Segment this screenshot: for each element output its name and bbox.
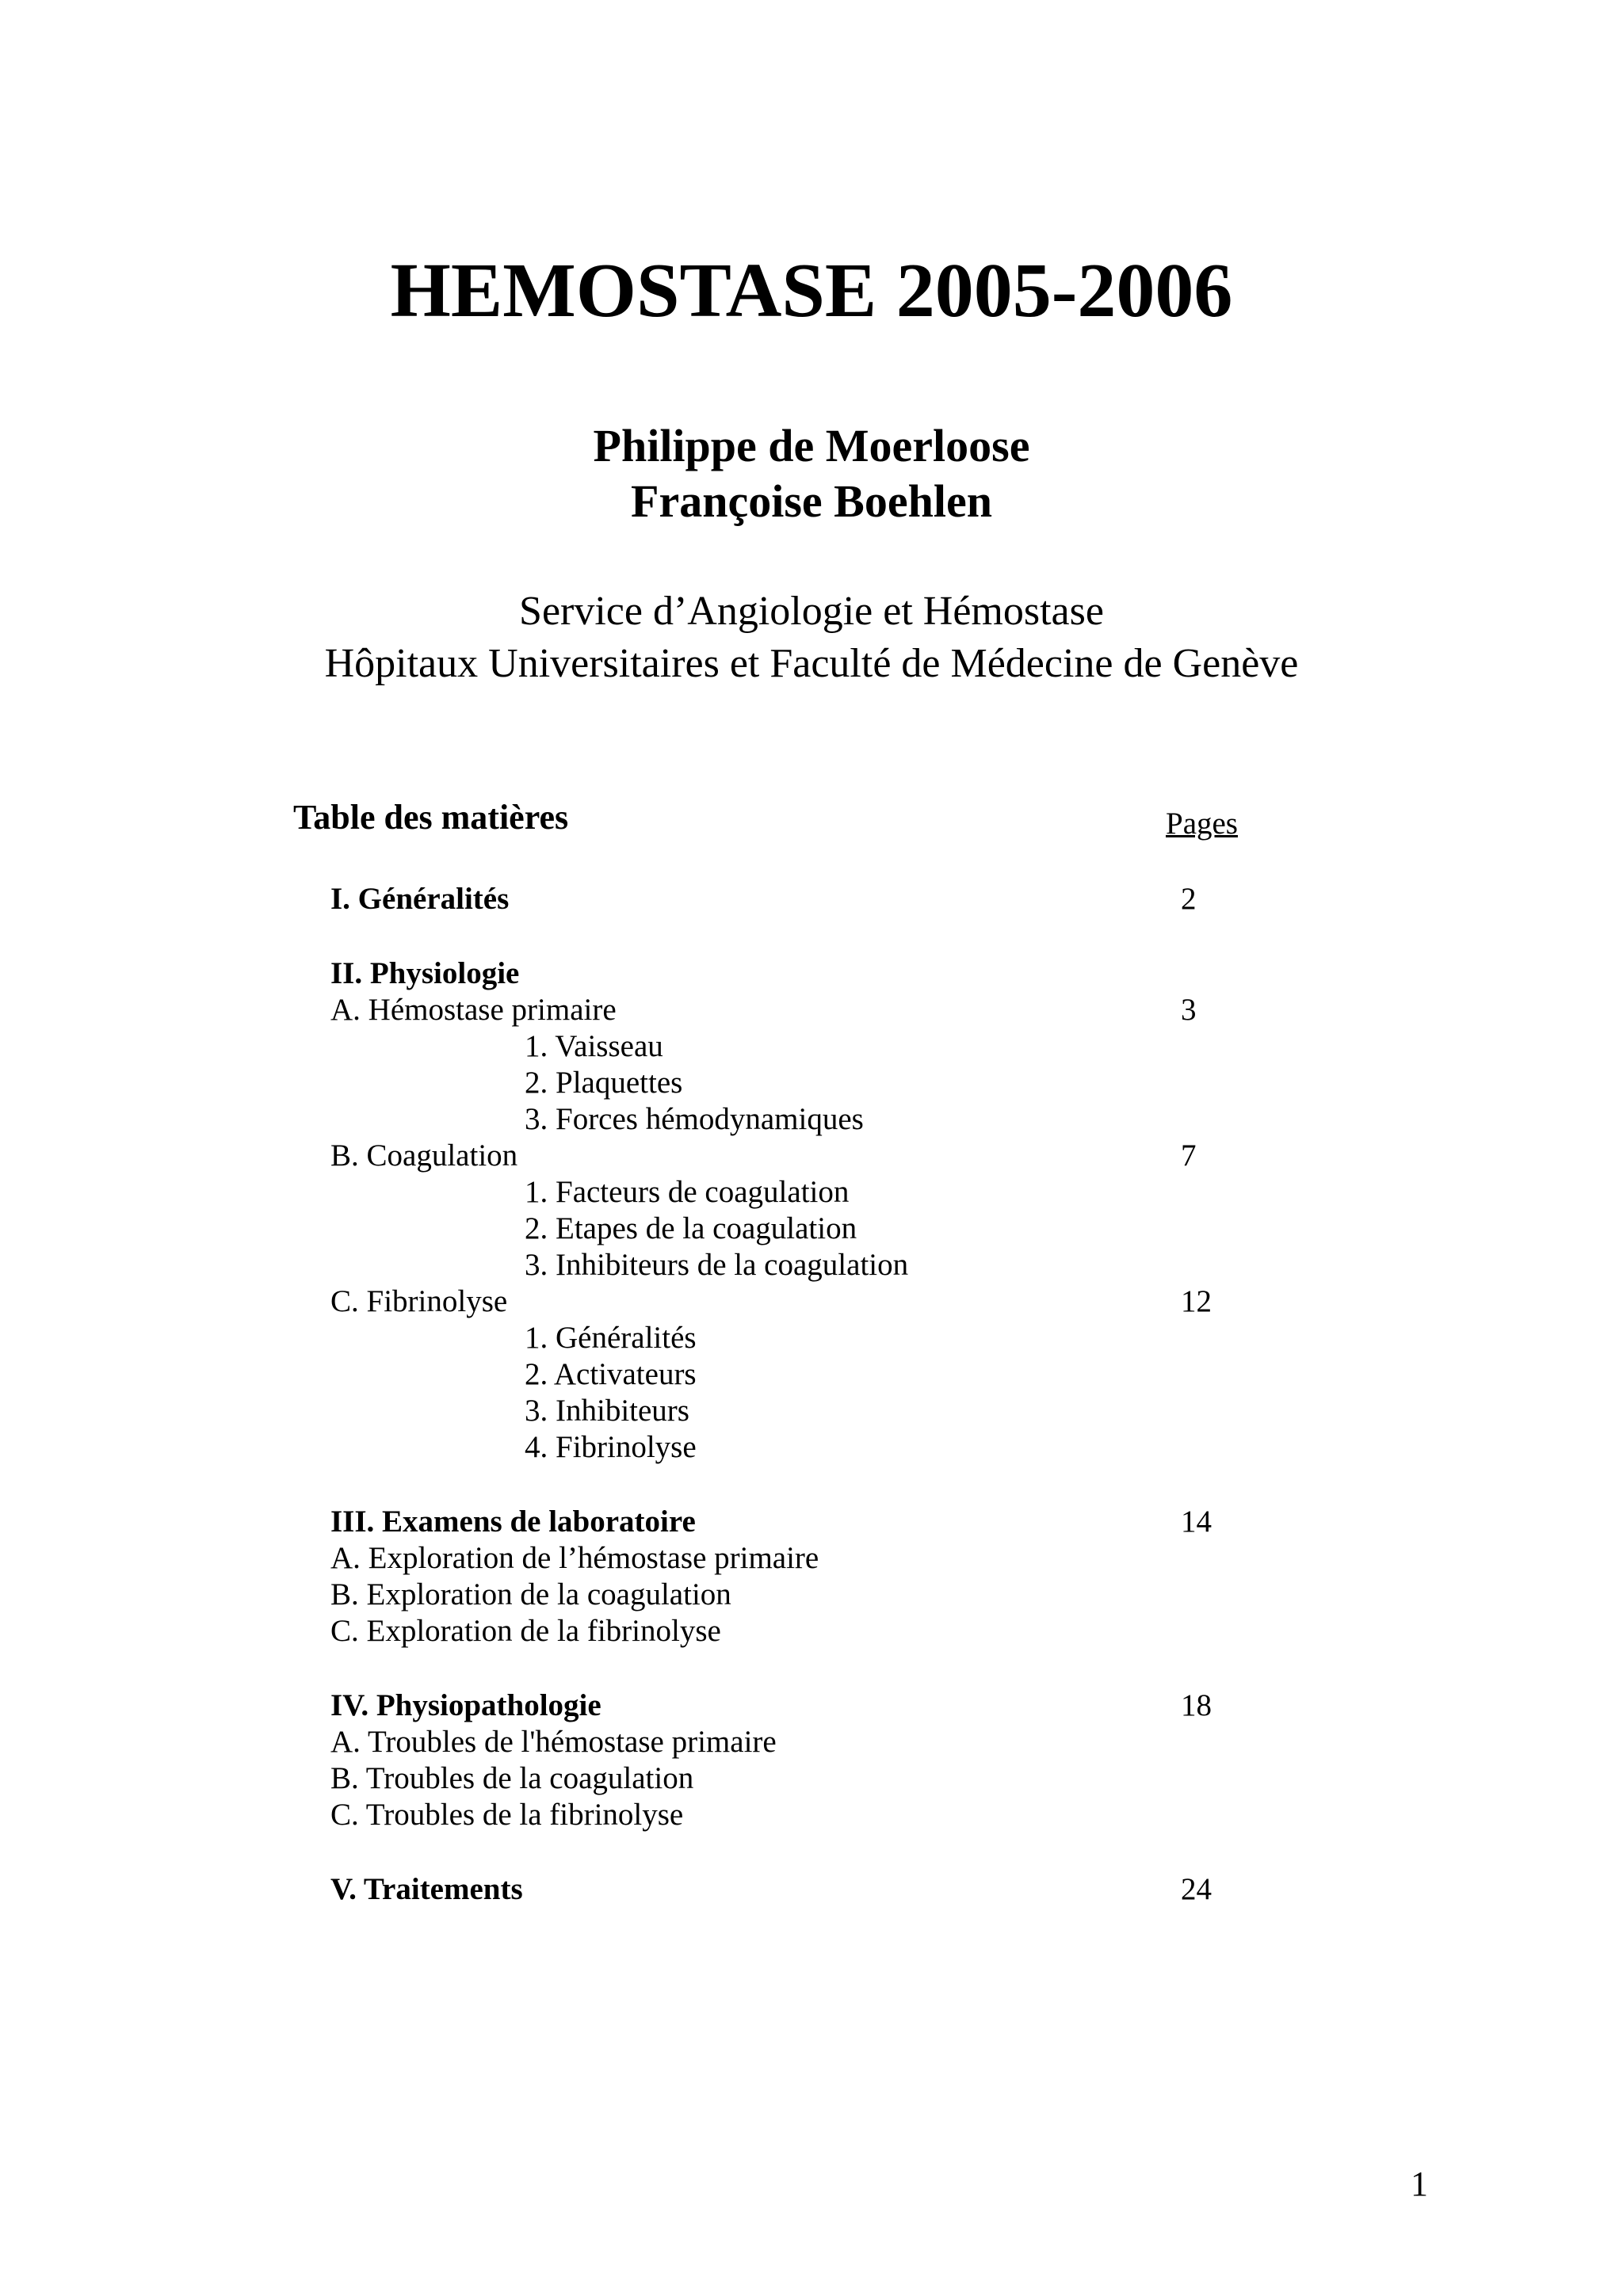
toc-entry-label: A. Hémostase primaire (330, 993, 617, 1027)
toc-entry-label: 2. Activateurs (525, 1357, 697, 1391)
toc-entry (0, 1101, 1623, 1138)
document-title: HEMOSTASE 2005-2006 (390, 248, 1233, 334)
toc-entry-label: C. Fibrinolyse (330, 1284, 508, 1318)
toc-entry-label: C. Troubles de la fibrinolyse (330, 1798, 684, 1832)
toc-entry (0, 881, 1623, 917)
toc-entry (0, 1320, 1623, 1356)
toc-entry-page: 12 (1181, 1284, 1212, 1318)
toc-entry-label: V. Traitements (330, 1872, 523, 1906)
toc-entry-label: 3. Inhibiteurs de la coagulation (525, 1248, 909, 1282)
toc-entry (0, 1429, 1623, 1466)
toc-entry (0, 1540, 1623, 1577)
page-number: 1 (1411, 2164, 1428, 2203)
toc-entry-label: A. Troubles de l'hémostase primaire (330, 1725, 777, 1759)
toc-pages-heading: Pages (1166, 807, 1238, 841)
toc-entry-page: 7 (1181, 1138, 1197, 1173)
toc-entry (0, 1138, 1623, 1174)
author-name: Philippe de Moerloose (593, 420, 1030, 471)
toc-entry (0, 1504, 1623, 1540)
toc-entry-label: A. Exploration de l’hémostase primaire (330, 1541, 819, 1575)
toc-entry (0, 1174, 1623, 1211)
toc-entry-label: 1. Facteurs de coagulation (525, 1175, 850, 1209)
toc-entry (0, 1211, 1623, 1247)
toc-entry-label: 1. Généralités (525, 1321, 697, 1355)
author-name: Françoise Boehlen (631, 475, 992, 527)
toc-entry-page: 2 (1181, 882, 1197, 916)
toc-entry (0, 1283, 1623, 1320)
toc-entry (0, 1247, 1623, 1283)
toc-entry-label: IV. Physiopathologie (330, 1688, 601, 1722)
toc-entry (0, 1028, 1623, 1065)
toc-entry-label: III. Examens de laboratoire (330, 1505, 696, 1539)
toc-entry-page: 18 (1181, 1688, 1212, 1722)
toc-entry-page: 3 (1181, 993, 1197, 1027)
toc-entry (0, 955, 1623, 992)
toc-entry (0, 1688, 1623, 1724)
toc-entry-label: 4. Fibrinolyse (525, 1430, 697, 1464)
toc-entry-label: 2. Etapes de la coagulation (525, 1211, 857, 1245)
toc-entry (0, 1760, 1623, 1797)
toc-entry-label: B. Exploration de la coagulation (330, 1577, 731, 1611)
toc-entry-label: 2. Plaquettes (525, 1066, 683, 1100)
toc-entry-page: 24 (1181, 1872, 1212, 1906)
affiliation-line: Service d’Angiologie et Hémostase (519, 589, 1104, 634)
toc-entry (0, 1065, 1623, 1101)
toc-entry-label: 1. Vaisseau (525, 1029, 663, 1063)
toc-entry-label: B. Coagulation (330, 1138, 518, 1173)
toc-entry-label: B. Troubles de la coagulation (330, 1761, 694, 1795)
toc-entry (0, 1356, 1623, 1393)
toc-entry (0, 1577, 1623, 1613)
toc-entry (0, 1724, 1623, 1760)
toc-entry (0, 1613, 1623, 1650)
affiliation-line: Hôpitaux Universitaires et Faculté de Médecine de Genève (324, 641, 1299, 686)
toc-entry-label: 3. Inhibiteurs (525, 1394, 689, 1428)
toc-entry (0, 1797, 1623, 1833)
toc-entry-label: II. Physiologie (330, 956, 520, 990)
toc-entry-page: 14 (1181, 1505, 1212, 1539)
toc-entry-label: I. Généralités (330, 882, 510, 916)
toc-entry-label: C. Exploration de la fibrinolyse (330, 1614, 721, 1648)
toc-heading: Table des matières (293, 798, 569, 837)
toc-entry (0, 992, 1623, 1028)
toc-entry (0, 1393, 1623, 1429)
toc-entry-label: 3. Forces hémodynamiques (525, 1102, 864, 1136)
toc-entry (0, 1871, 1623, 1908)
